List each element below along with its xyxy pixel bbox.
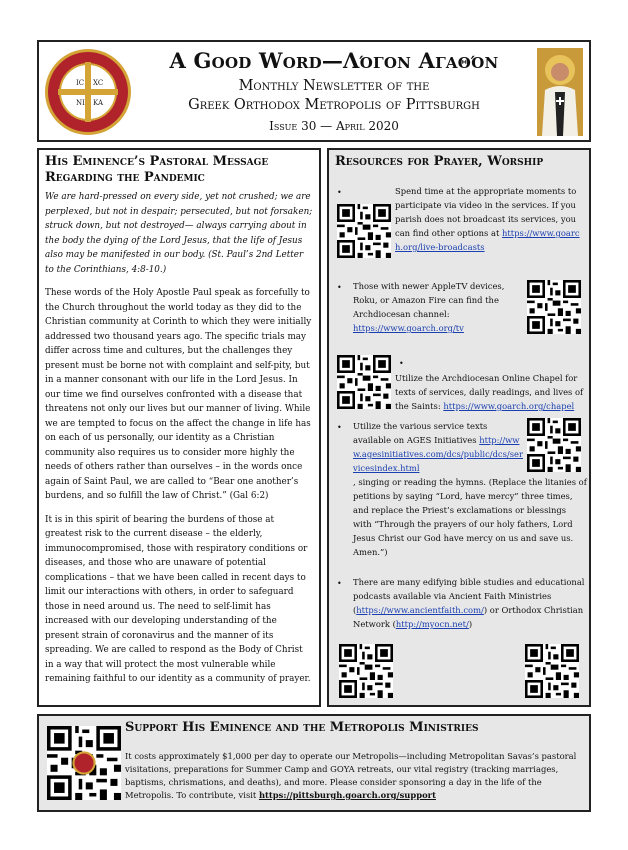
resource-item xyxy=(395,371,587,413)
item-text: Those with newer AppleTV devices, Roku, or Amazon Fire can find the Archdiocesan channel: xyxy=(353,281,505,319)
heading-line: His Eminence’s Pastoral Message xyxy=(45,154,269,169)
resource-item xyxy=(353,419,525,475)
pastoral-message-section xyxy=(37,148,321,707)
support-section xyxy=(37,714,591,812)
bullet-icon: • xyxy=(337,283,342,292)
message-paragraph: These words of the Holy Apostle Paul speak as forcefully to the Church throughout the world today as they did to the Christian community at Corinth to which they were initially addressed two thousand years ago. The specific trials may differ across time and cultures, but the challenges they present must be borne not with complaint and self-pity, but in a manner consonant with our life in the Lord Jesus. In our time we find ourselves confronted with a disease that threatens not only our lives but our manner of living. While we are tempted to focus on the affect the change in life has on each of us personally, our identity as a Christian community also requires us to consider more highly the needs of others rather than ourselves – in the words once again of Saint Paul, we are called to “Bear one another’s burdens, and so fulfill the law of Christ.” (Gal 6:2) xyxy=(45,288,312,501)
section-heading xyxy=(45,154,313,186)
quote-reference: (St. Paul’s 2nd Letter to the Corinthians, 4:8-10.) xyxy=(45,250,304,275)
myocn-link[interactable]: http://myocn.net/ xyxy=(395,619,469,629)
qr-code-icon xyxy=(527,280,581,334)
heading-line: Regarding the Pandemic xyxy=(45,170,205,185)
item-text: Utilize the various service texts available on AGES Initiatives xyxy=(353,421,488,445)
seal-letter: KA xyxy=(93,99,104,107)
item-text: There are many edifying bible studies and educational podcasts available via Ancient Faith Ministries ( xyxy=(353,577,585,615)
item-text: ) or Orthodox Christian Network ( xyxy=(353,605,584,629)
newsletter-header xyxy=(37,40,591,142)
ages-initiatives-link[interactable]: http://www.agesinitiatives.com/dcs/public/dcs/servicesindex.html xyxy=(353,435,524,473)
goarch-tv-link[interactable]: https://www.goarch.org/tv xyxy=(353,323,464,333)
qr-code-icon xyxy=(525,644,579,698)
qr-code-icon xyxy=(337,204,391,258)
section-heading: Resources for Prayer, Worship xyxy=(335,154,544,169)
resources-section xyxy=(327,148,591,707)
support-paragraph: It costs approximately $1,000 per day to operate our Metropolis—including Metropolitan Savas’s pastoral visitations, preparations for Summer Camp and GOYA retreats, our vital registry (tracking marriages, baptisms, chrismations, and deaths), and more. Please consider sponsoring a day in the life of the Metropolis. To contribute, visit xyxy=(125,751,577,800)
newsletter-title: A Good Word—Λόγον Αγαθόν xyxy=(169,48,499,73)
qr-code-icon xyxy=(47,726,121,800)
resource-item xyxy=(395,184,585,254)
item-text: Spend time at the appropriate moments to participate via video in the services. If you parish does not broadcast its services, you can find other options at xyxy=(395,186,577,238)
scripture-quote xyxy=(45,190,313,277)
newsletter-subtitle: Monthly Newsletter of the xyxy=(238,78,430,94)
message-paragraph: It is in this spirit of bearing the burdens of those at greatest risk to the current disease – the elderly, immunocompromised, those with respiratory conditions or diseases, and those who are unaware of potential complications – that we have been called in recent days to limit our interactions with others, in order to safeguard those in need around us. The need to self-limit has increased with our developing understanding of the present strain of coronavirus and the manner of its spreading. We are called to respond as the Body of Christ in a way that will protect the most vulnerable while remaining faithful to our identity as a community of prayer. xyxy=(45,514,311,684)
bullet-icon: • xyxy=(337,188,342,197)
support-link[interactable]: https://pittsburgh.goarch.org/support xyxy=(258,790,436,800)
online-chapel-link[interactable]: https://www.goarch.org/chapel xyxy=(443,401,575,411)
live-broadcasts-link[interactable]: https://www.goarch.org/live-broadcasts xyxy=(395,228,580,252)
resource-item xyxy=(353,279,525,335)
bullet-icon: • xyxy=(337,579,342,588)
resource-item-continued: , singing or reading the hymns. (Replace the litanies of petitions by saying “Lord, have mercy” three times, and replace the Priest’s exclamations or blessings with “Through the prayers of our holy fathers, Lord Jesus Christ our God have mercy on us and save us. Amen.”) xyxy=(353,477,587,557)
support-text xyxy=(125,750,583,802)
qr-code-icon xyxy=(337,355,391,409)
seal-letter: NI xyxy=(76,99,85,107)
qr-code-icon xyxy=(339,644,393,698)
qr-code-icon xyxy=(527,418,581,472)
saint-icon xyxy=(537,48,583,136)
quote-text: We are hard-pressed on every side, yet not crushed; we are perplexed, but not in despair; persecuted, but not forsaken; struck down, but not destroyed— always carrying about in the body the dying of the Lord Jesus, that the life of Jesus also may be manifested in our body. xyxy=(45,192,313,260)
seal-letter: IC xyxy=(76,79,85,87)
ancient-faith-link[interactable]: https://www.ancientfaith.com/ xyxy=(356,605,484,615)
newsletter-subtitle: Greek Orthodox Metropolis of Pittsburgh xyxy=(188,97,480,113)
item-text: ) xyxy=(468,619,473,629)
metropolis-seal-icon xyxy=(44,48,132,136)
seal-letter: XC xyxy=(93,79,104,87)
item-text: Utilize the Archdiocesan Online Chapel for texts of services, daily readings, and lives of the Saints: xyxy=(395,373,584,411)
bullet-icon: • xyxy=(399,359,404,368)
issue-line: Issue 30 — April 2020 xyxy=(269,119,399,133)
section-heading: Support His Eminence and the Metropolis Ministries xyxy=(125,720,479,735)
resource-item xyxy=(353,575,587,631)
bullet-icon: • xyxy=(337,423,342,432)
